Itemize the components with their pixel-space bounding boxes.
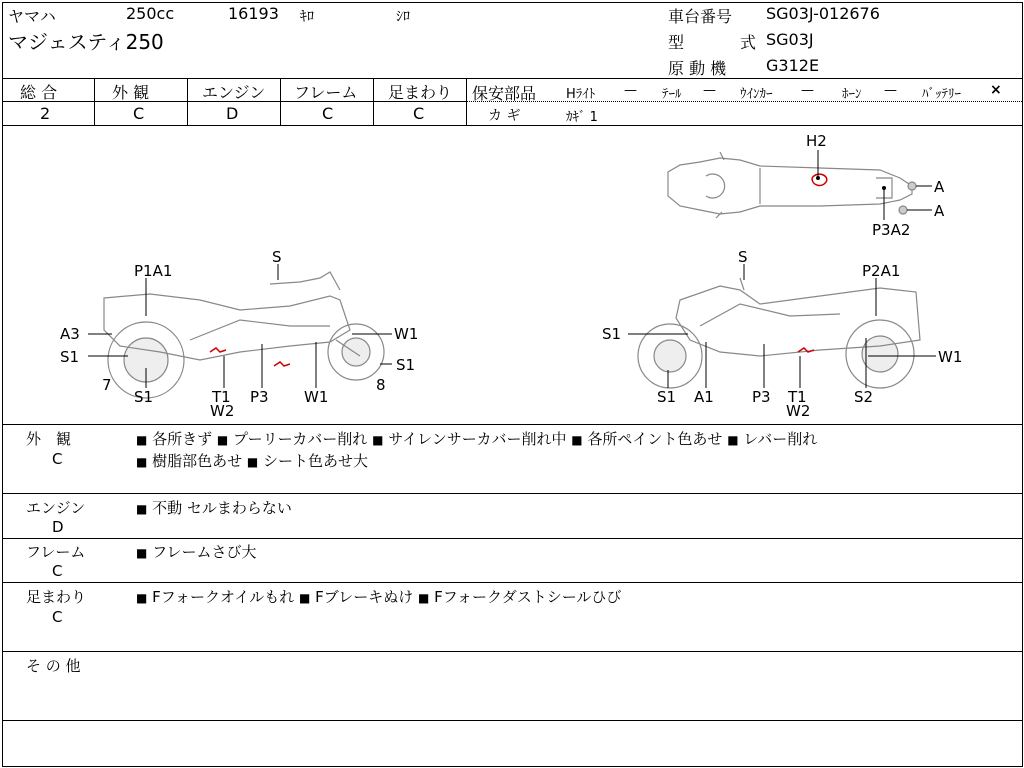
diagram-label: A	[934, 202, 945, 220]
headlight-label: Hﾗｲﾄ	[566, 87, 596, 102]
key-value: ｶｷﾞ 1	[566, 110, 598, 125]
type-label-1: 型	[668, 33, 685, 52]
suspension-notes: ■ Fフォークオイルもれ ■ Fブレーキぬけ ■ Fフォークダストシールひび	[136, 588, 622, 606]
diagram-label: T1	[212, 388, 231, 406]
rating-frame: C	[322, 104, 334, 123]
note-item: Fフォークオイルもれ	[152, 588, 295, 606]
frame-number-label: 車台番号	[668, 7, 733, 26]
diagram-label: W2	[210, 402, 235, 420]
type-label-2: 式	[740, 33, 757, 52]
note-item: 樹脂部色あせ	[152, 452, 243, 470]
engine-model-label: 原 動 機	[668, 59, 727, 78]
divider	[280, 78, 281, 125]
diagram-label: 8	[376, 376, 386, 394]
notes-suspension-label: 足まわり	[26, 588, 87, 606]
notes-other-label: そ の 他	[26, 657, 81, 675]
horn-label: ﾎｰﾝ	[842, 87, 862, 102]
diagram-label: H2	[806, 132, 827, 150]
diagram-label: S1	[134, 388, 154, 406]
diagram-label: W1	[394, 325, 419, 343]
diagram-label: A1	[694, 388, 714, 406]
diagram-label: W1	[938, 348, 963, 366]
note-item: 不動 セルまわらない	[152, 499, 292, 517]
divider	[2, 651, 1022, 652]
notes-suspension-grade: C	[52, 608, 63, 626]
divider	[2, 720, 1022, 721]
rating-suspension-label: 足まわり	[388, 83, 453, 102]
diagram-label: S	[272, 248, 282, 266]
rating-exterior: C	[133, 104, 145, 123]
damage-diagram	[0, 126, 1024, 424]
divider	[2, 424, 1022, 425]
note-item: サイレンサーカバー削れ中	[388, 430, 567, 448]
divider	[94, 78, 95, 125]
engine-model: G312E	[766, 56, 820, 75]
mileage: 16193	[228, 4, 279, 23]
key-label: カ ギ	[488, 108, 521, 124]
divider	[373, 78, 374, 125]
diagram-label: T1	[788, 388, 807, 406]
divider	[187, 78, 188, 125]
note-item: 各所ペイント色あせ	[587, 430, 723, 448]
type-value: SG03J	[766, 30, 814, 49]
winker-status: —	[801, 83, 814, 98]
maker: ヤマハ	[8, 7, 56, 26]
frame-notes: ■ フレームさび大	[136, 543, 257, 561]
notes-exterior-grade: C	[52, 450, 63, 468]
note-item: プーリーカバー削れ	[233, 430, 368, 448]
note-item: 各所きず	[152, 430, 213, 448]
rating-overall: 2	[40, 104, 51, 123]
diagram-label: S2	[854, 388, 874, 406]
body-color: ｼﾛ	[396, 9, 410, 25]
diagram-label: P2A1	[862, 262, 901, 280]
horn-status: —	[884, 83, 897, 98]
diagram-label: S	[738, 248, 748, 266]
diagram-label: S1	[396, 356, 416, 374]
headlight-status: —	[624, 83, 637, 98]
battery-status: ×	[990, 82, 1002, 98]
note-item: シート色あせ大	[263, 452, 369, 470]
rating-overall-label: 総 合	[20, 83, 58, 102]
exterior-notes-line2: ■ 樹脂部色あせ ■ シート色あせ大	[136, 452, 369, 470]
note-item: フレームさび大	[152, 543, 257, 561]
top-view-scooter	[668, 152, 916, 218]
taillight-status: —	[703, 83, 716, 98]
safety-parts-label: 保安部品	[472, 84, 537, 103]
diagram-label: S1	[602, 325, 622, 343]
battery-label: ﾊﾞｯﾃﾘｰ	[922, 87, 961, 102]
notes-exterior-label: 外 観	[26, 430, 72, 448]
diagram-label: 7	[102, 376, 112, 394]
damage-mark	[812, 174, 827, 185]
model-name: マジェスティ250	[8, 30, 164, 54]
divider	[2, 538, 1022, 539]
rating-engine-label: エンジン	[202, 83, 266, 102]
rating-frame-label: フレーム	[294, 83, 358, 102]
mileage-unit: ｷﾛ	[300, 9, 314, 25]
engine-cc: 250cc	[126, 4, 175, 23]
diagram-label: S1	[657, 388, 677, 406]
diagram-label: P1A1	[134, 262, 173, 280]
divider	[2, 493, 1022, 494]
notes-frame-grade: C	[52, 562, 63, 580]
diagram-label: P3A2	[872, 221, 911, 239]
diagram-label: P3	[752, 388, 771, 406]
diagram-label: P3	[250, 388, 269, 406]
taillight-label: ﾃｰﾙ	[662, 87, 682, 102]
diagram-label: W1	[304, 388, 329, 406]
rating-suspension: C	[413, 104, 425, 123]
note-item: Fフォークダストシールひび	[434, 588, 622, 606]
notes-engine-grade: D	[52, 518, 64, 536]
note-item: レバー削れ	[743, 430, 818, 448]
diagram-label: A	[934, 178, 945, 196]
divider	[2, 78, 1022, 79]
notes-engine-label: エンジン	[26, 499, 86, 517]
note-item: Fブレーキぬけ	[315, 588, 414, 606]
rating-exterior-label: 外 観	[112, 83, 150, 102]
diagram-label: W2	[786, 402, 811, 420]
right-side-scooter	[638, 278, 920, 388]
diagram-label: A3	[60, 325, 80, 343]
exterior-notes-line1: ■ 各所きず ■ プーリーカバー削れ ■ サイレンサーカバー削れ中 ■ 各所ペイント色あせ ■ レバー削れ	[136, 430, 818, 448]
rating-engine: D	[226, 104, 239, 123]
notes-frame-label: フレーム	[26, 543, 86, 561]
divider	[2, 582, 1022, 583]
frame-number: SG03J-012676	[766, 4, 880, 23]
diagram-label: S1	[60, 348, 80, 366]
engine-notes: ■ 不動 セルまわらない	[136, 499, 292, 517]
winker-label: ｳｲﾝｶｰ	[740, 87, 773, 102]
